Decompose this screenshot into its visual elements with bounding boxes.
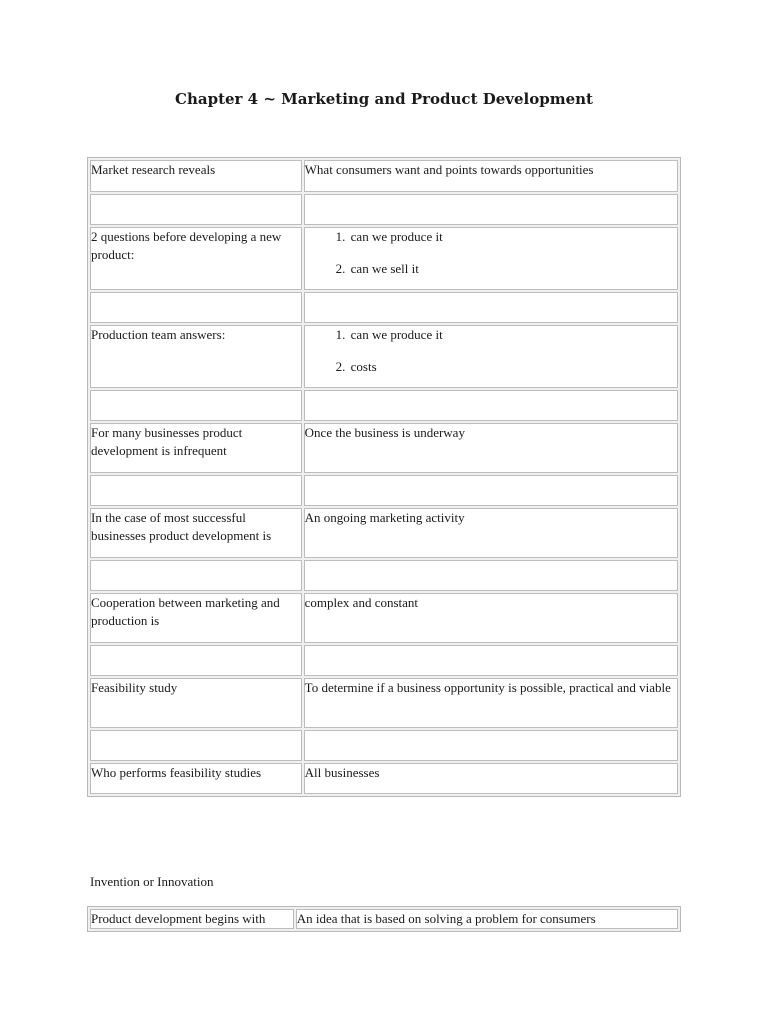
term-cell: Production team answers: <box>90 325 302 388</box>
table-row <box>90 423 678 473</box>
spacer-row <box>90 560 678 591</box>
term-cell: Feasibility study <box>90 678 302 728</box>
list-item: 2. costs <box>349 358 677 376</box>
term-cell: In the case of most successful businesses product development is <box>90 508 302 558</box>
spacer-row <box>90 730 678 761</box>
list-item: 1. can we produce it <box>349 326 677 344</box>
numbered-list <box>305 326 677 376</box>
definition-cell <box>304 227 678 290</box>
list-item: 2. can we sell it <box>349 260 677 278</box>
definition-cell: Once the business is underway <box>304 423 678 473</box>
numbered-list <box>305 228 677 278</box>
spacer-row <box>90 194 678 225</box>
table-row <box>90 227 678 290</box>
table-row <box>90 325 678 388</box>
term-cell: Who performs feasibility studies <box>90 763 302 794</box>
terms-table <box>87 157 681 797</box>
term-cell: For many businesses product development is infrequent <box>90 423 302 473</box>
section-heading: Invention or Innovation <box>90 874 214 889</box>
term-cell: 2 questions before developing a new product: <box>90 227 302 290</box>
table-row <box>90 763 678 794</box>
definition-cell <box>304 325 678 388</box>
spacer-row <box>90 645 678 676</box>
definition-cell: To determine if a business opportunity is possible, practical and viable <box>304 678 678 728</box>
table-row <box>90 508 678 558</box>
term-cell: Market research reveals <box>90 160 302 192</box>
definition-cell: What consumers want and points towards opportunities <box>304 160 678 192</box>
definition-cell: complex and constant <box>304 593 678 643</box>
page-title: Chapter 4 ~ Marketing and Product Development <box>175 90 593 108</box>
spacer-row <box>90 292 678 323</box>
spacer-row <box>90 475 678 506</box>
table-row <box>90 678 678 728</box>
table-row <box>90 160 678 192</box>
term-cell: Cooperation between marketing and production is <box>90 593 302 643</box>
innovation-table <box>87 906 681 932</box>
term-cell: Product development begins with <box>90 909 294 929</box>
definition-cell: An idea that is based on solving a problem for consumers <box>296 909 678 929</box>
list-item: 1. can we produce it <box>349 228 677 246</box>
table-row <box>90 909 678 929</box>
spacer-row <box>90 390 678 421</box>
table-row <box>90 593 678 643</box>
definition-cell: All businesses <box>304 763 678 794</box>
definition-cell: An ongoing marketing activity <box>304 508 678 558</box>
